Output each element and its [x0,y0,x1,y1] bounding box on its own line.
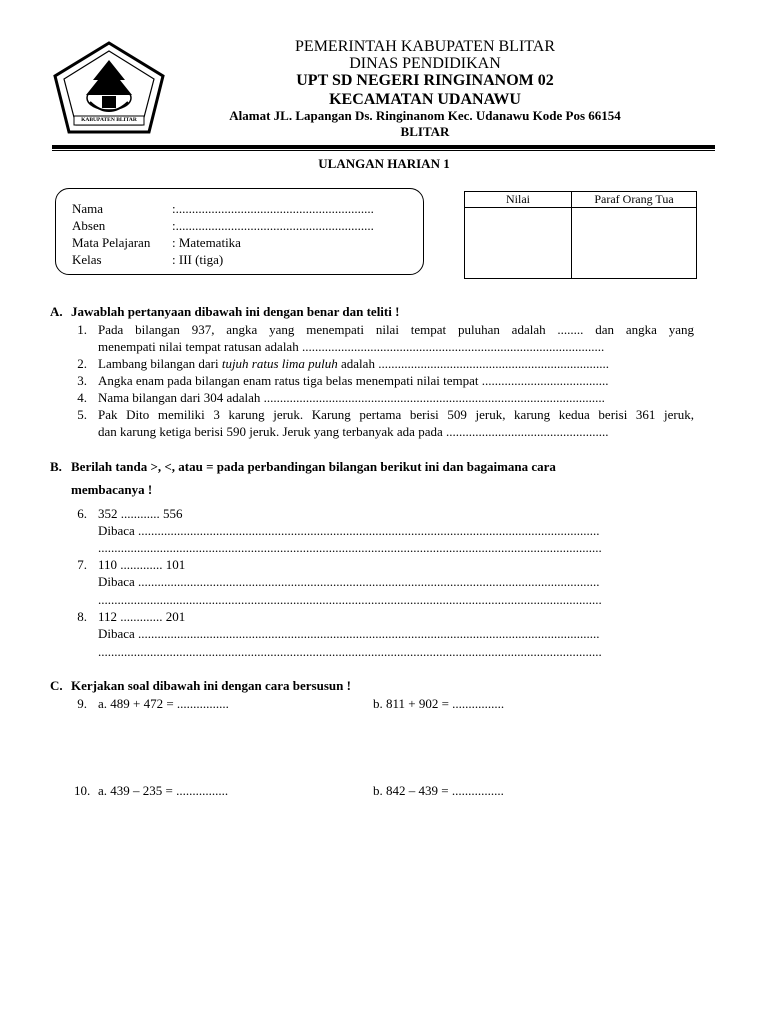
question-3-text: Angka enam pada bilangan enam ratus tiga belas menempati nilai tempat ....................................... [98,373,609,388]
question-1-line-2: menempati nilai tempat ratusan adalah ............................................................................................. [98,339,605,354]
letterhead-line-2: DINAS PENDIDIKAN [349,55,501,72]
nama-field[interactable]: :............................................................. [172,201,374,216]
question-9a: a. 489 + 472 = ................ [98,696,229,711]
question-5-line-2: dan karung ketiga berisi 590 jeruk. Jeruk yang terbanyak ada pada .................................................. [98,424,609,439]
letterhead-city: BLITAR [400,124,450,139]
absen-field[interactable]: :............................................................. [172,218,374,233]
question-8-answer-line[interactable]: ........................................................................................................................................................... [98,644,602,659]
question-7-dibaca[interactable]: Dibaca .............................................................................................................................................. [98,574,600,589]
section-b-heading-line-2: membacanya ! [71,482,153,497]
question-2-text: Lambang bilangan dari tujuh ratus lima puluh adalah ....................................................................... [98,356,609,371]
question-6-answer-line[interactable]: ........................................................................................................................................................... [98,540,602,555]
parent-sign-cell[interactable] [572,208,697,279]
question-8-text: 112 ............. 201 [98,609,186,624]
question-9b: b. 811 + 902 = ................ [373,696,505,711]
question-9-number: 9. [77,696,87,711]
regency-logo [50,40,168,136]
question-2-italic: tujuh ratus lima puluh [221,356,338,371]
header-rule-thin [52,150,715,151]
question-4-number: 4. [77,390,87,405]
question-7-answer-line[interactable]: ........................................................................................................................................................... [98,592,602,607]
question-2-number: 2. [77,356,87,371]
grade-table [464,191,697,279]
question-8-dibaca[interactable]: Dibaca .............................................................................................................................................. [98,626,600,641]
grade-cell[interactable] [465,208,572,279]
header-rule-thick [52,145,715,149]
question-4-text: Nama bilangan dari 304 adalah ......................................................................................................... [98,390,605,405]
question-7-text: 110 ............. 101 [98,557,186,572]
identity-row-nama: Nama :............................................................. [72,201,374,216]
section-c-heading: Kerjakan soal dibawah ini dengan cara bersusun ! [71,678,351,693]
question-10b: b. 842 – 439 = ................ [373,783,504,798]
section-b-heading-line-1: Berilah tanda >, <, atau = pada perbandingan bilangan berikut ini dan bagaimana cara [71,459,556,474]
question-10a: a. 439 – 235 = ................ [98,783,229,798]
question-10-number: 10. [74,783,91,798]
question-8-number: 8. [77,609,87,624]
question-6-number: 6. [77,506,87,521]
question-1-line-1: Pada bilangan 937, angka yang menempati nilai tempat puluhan adalah ........ dan angka yang [98,322,694,337]
parent-sign-header: Paraf Orang Tua [572,192,697,208]
section-a-letter: A. [50,304,63,319]
section-c-letter: C. [50,678,63,693]
grade-header: Nilai [465,192,572,208]
letterhead-line-3: UPT SD NEGERI RINGINANOM 02 [296,72,554,89]
question-3-number: 3. [77,373,87,388]
letterhead-line-4: KECAMATAN UDANAWU [329,91,521,108]
question-1-number: 1. [77,322,87,337]
question-7-number: 7. [77,557,87,572]
letterhead-address: Alamat JL. Lapangan Ds. Ringinanom Kec. Udanawu Kode Pos 66154 [229,108,621,123]
logo-text: KABUPATEN BLITAR [81,117,137,123]
question-6-dibaca[interactable]: Dibaca .............................................................................................................................................. [98,523,600,538]
student-identity-box [55,188,424,275]
letterhead-line-1: PEMERINTAH KABUPATEN BLITAR [295,38,555,55]
question-5-line-1: Pak Dito memiliki 3 karung jeruk. Karung pertama berisi 509 jeruk, karung kedua berisi 361 jeruk, [98,407,694,422]
section-a-heading: Jawablah pertanyaan dibawah ini dengan benar dan teliti ! [71,304,400,319]
exam-title: ULANGAN HARIAN 1 [318,156,450,171]
question-6-text: 352 ............ 556 [98,506,183,521]
identity-row-subject: Mata Pelajaran : Matematika [72,235,241,250]
question-5-number: 5. [77,407,87,422]
identity-row-class: Kelas : III (tiga) [72,252,224,267]
identity-row-absen: Absen :............................................................. [72,218,374,233]
section-b-letter: B. [50,459,62,474]
